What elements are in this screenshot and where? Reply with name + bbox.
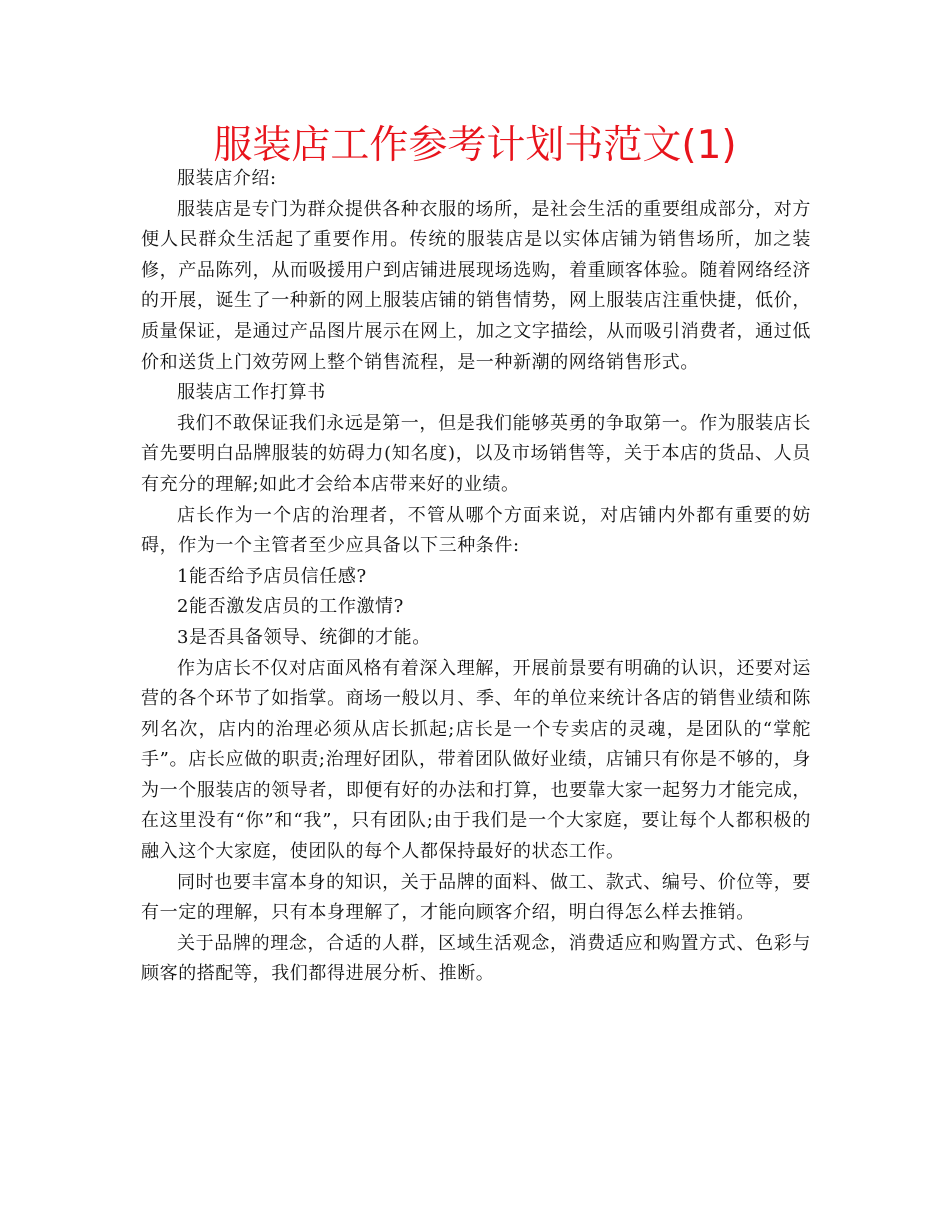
paragraph-brand-analysis: 关于品牌的理念，合适的人群，区域生活观念，消费适应和购置方式、色彩与顾客的搭配等，我们都得进展分析、推断。 [141, 932, 811, 985]
document-title: 服装店工作参考计划书范文(1) [213, 123, 737, 168]
paragraph-first-place: 我们不敢保证我们永远是第一，但是我们能够英勇的争取第一。作为服装店长首先要明白品牌服装的妨碍力(知名度)，以及市场销售等，关于本店的货品、人员有充分的理解;如此才会给本店带来好的业绩。 [141, 412, 811, 495]
list-item-condition-3: 3是否具备领导、统御的才能。 [177, 626, 431, 648]
paragraph-intro-heading: 服装店介绍: [177, 168, 277, 189]
paragraph-plan-heading: 服装店工作打算书 [177, 382, 326, 404]
paragraph-manager-role: 店长作为一个店的治理者，不管从哪个方面来说，对店铺内外都有重要的妨碍，作为一个主管者至少应具备以下三种条件: [141, 504, 811, 557]
paragraph-intro: 服装店是专门为群众提供各种衣服的场所，是社会生活的重要组成部分，对方便人民群众生活起了重要作用。传统的服装店是以实体店铺为销售场所，加之装修，产品陈列，从而吸援用户到店铺进展现场选购，着重顾客体验。随着网络经济的开展，诞生了一种新的网上服装店铺的销售情势，网上服装店注重快捷，低价，质量保证，是通过产品图片展示在网上，加之文字描绘，从而吸引消费者，通过低价和送货上门效劳网上整个销售流程，是一种新潮的网络销售形式。 [141, 198, 811, 373]
list-item-condition-1: 1能否给予店员信任感? [177, 565, 367, 587]
paragraph-team-leadership: 作为店长不仅对店面风格有着深入理解，开展前景要有明确的认识，还要对运营的各个环节了如指掌。商场一般以月、季、年的单位来统计各店的销售业绩和陈列名次，店内的治理必须从店长抓起;店长是一个专卖店的灵魂，是团队的“掌舵手”。店长应做的职责;治理好团队，带着团队做好业绩，店铺只有你是不够的，身为一个服装店的领导者，即便有好的办法和打算，也要靠大家一起努力才能完成，在这里没有“你”和“我”，只有团队;由于我们是一个大家庭，要让每个人都积极的融入这个大家庭，使团队的每个人都保持最好的状态工作。 [141, 657, 811, 863]
paragraph-product-knowledge: 同时也要丰富本身的知识，关于品牌的面料、做工、款式、编号、价位等，要有一定的理解，只有本身理解了，才能向顾客介绍，明白得怎么样去推销。 [141, 871, 811, 924]
list-item-condition-2: 2能否激发店员的工作激情? [177, 596, 404, 618]
document-body [141, 164, 811, 990]
